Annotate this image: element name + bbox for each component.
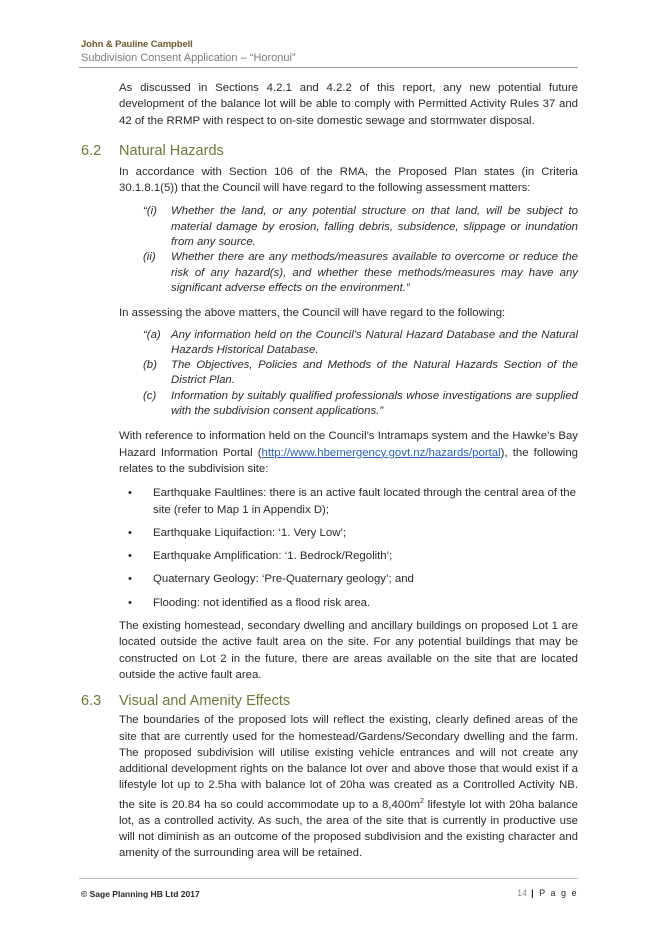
header-client: John & Pauline Campbell <box>81 39 193 50</box>
quote-marker: (ii) <box>143 251 156 264</box>
quote-marker: “(i) <box>143 205 157 218</box>
list-item <box>119 548 578 564</box>
page-separator: | <box>531 888 536 898</box>
hazard-bullet-list <box>81 485 578 611</box>
section-heading-6-3 <box>81 692 578 710</box>
section-number: 6.3 <box>81 693 102 710</box>
footer-page <box>517 888 578 898</box>
bullet-icon: • <box>128 573 132 586</box>
bullet-icon: • <box>128 550 132 563</box>
quote-text: Whether there are any methods/measures available to overcome or reduce the risk of any hazard(s), and whether these methods/measures may have any significant adverse effects on the environment.” <box>171 251 578 294</box>
page-number: 14 <box>517 888 528 898</box>
footer-copyright: © Sage Planning HB Ltd 2017 <box>81 889 200 899</box>
section-number: 6.2 <box>81 142 102 159</box>
hazards-paragraph-1: In accordance with Section 106 of the RMA, the Proposed Plan states (in Criteria 30.1.8.1(5)) that the Council will have regard to the following assessment matters: <box>119 165 578 195</box>
list-item-text: Quaternary Geology: ‘Pre-Quaternary geology’; and <box>153 573 414 586</box>
list-item-text: Earthquake Faultlines: there is an active fault located through the central area of the site (refer to Map 1 in Appendix D); <box>153 487 576 516</box>
p3-text-after: ), the following relates to the subdivision site: <box>119 446 578 475</box>
page-label: P a g e <box>539 888 578 898</box>
list-item-text: Earthquake Liquifaction: ‘1. Very Low’; <box>153 526 347 539</box>
quote-text: Whether the land, or any potential structure on that land, will be subject to material damage by erosion, falling debris, subsidence, slippage or inundation from any source. <box>171 205 578 249</box>
quote-item <box>143 204 578 250</box>
page-footer <box>81 882 578 902</box>
p1-text-before: The boundaries of the proposed lots will reflect the existing, clearly defined areas of the site that are currently used for the homestead/Gardens/Secondary dwelling and the farm. The proposed subdivision will utilise existing vehicle entrances and will not create any additional development rights on the balance lot over and above those that would exist if a lifestyle lot up to 2.5ha with balance lot of 20ha was created as a Controlled Activity NB. the site is 20.84 ha so could accommodate up to a 8,400m <box>119 714 578 811</box>
council-regard-quote <box>81 328 578 420</box>
bullet-icon: • <box>128 596 132 609</box>
assessment-matters-quote <box>81 204 578 296</box>
hazards-paragraph-3 <box>81 428 578 477</box>
p3-text-before: With reference to information held on the Council’s Intramaps system and the Hawke’s Bay Hazard Information Portal ( <box>119 430 578 459</box>
p1-text-after: lifestyle lot with 20ha balance lot, as a controlled activity. As such, the area of the site that is currently in productive use will not diminish as an outcome of the proposed subdivision and the existing character and amenity of the surrounding area will be retained. <box>119 798 578 860</box>
page-header <box>81 39 581 65</box>
quote-item <box>143 328 578 359</box>
document-body <box>81 80 578 862</box>
quote-marker: (b) <box>143 359 157 372</box>
list-item <box>119 595 578 611</box>
bullet-icon: • <box>128 526 132 539</box>
footer-divider <box>79 878 578 879</box>
header-project: Subdivision Consent Application – “Horonui” <box>81 52 296 64</box>
superscript: 2 <box>420 797 424 805</box>
section-heading-6-2 <box>81 142 578 160</box>
bullet-icon: • <box>128 487 132 500</box>
quote-marker: “(a) <box>143 328 161 341</box>
intro-paragraph: As discussed in Sections 4.2.1 and 4.2.2 of this report, any new potential future development of the balance lot will be able to comply with Permitted Activity Rules 37 and 42 of the RRMP with respect to on-site domestic sewage and stormwater disposal. <box>119 82 578 127</box>
list-item-text: Earthquake Amplification: ‘1. Bedrock/Regolith’; <box>153 550 393 563</box>
list-item <box>119 525 578 541</box>
list-item <box>119 485 578 518</box>
hazard-portal-link[interactable]: http://www.hbemergency.govt.nz/hazards/portal <box>261 446 501 459</box>
section-title: Natural Hazards <box>119 142 224 159</box>
visual-amenity-paragraph <box>81 712 578 861</box>
hazards-paragraph-2: In assessing the above matters, the Council will have regard to the following: <box>119 307 506 320</box>
quote-marker: (c) <box>143 389 157 402</box>
section-title: Visual and Amenity Effects <box>119 693 291 710</box>
quote-item <box>143 250 578 296</box>
header-divider <box>79 67 578 68</box>
quote-text: Information by suitably qualified professionals whose investigations are supplied with the subdivision consent applications.” <box>171 389 578 418</box>
quote-text: Any information held on the Council’s Natural Hazard Database and the Natural Hazards Historical Database. <box>171 328 578 356</box>
list-item-text: Flooding: not identified as a flood risk area. <box>153 596 371 609</box>
quote-item <box>143 358 578 389</box>
hazards-paragraph-4: The existing homestead, secondary dwelling and ancillary buildings on proposed Lot 1 are located outside the active fault area on the site. For any potential buildings that may be constructed on Lot 2 in the future, there are areas available on the site that are located outside the active fault area. <box>119 620 578 681</box>
quote-text: The Objectives, Policies and Methods of the Natural Hazards Section of the District Plan. <box>171 359 578 387</box>
quote-item <box>143 389 578 420</box>
list-item <box>119 571 578 587</box>
